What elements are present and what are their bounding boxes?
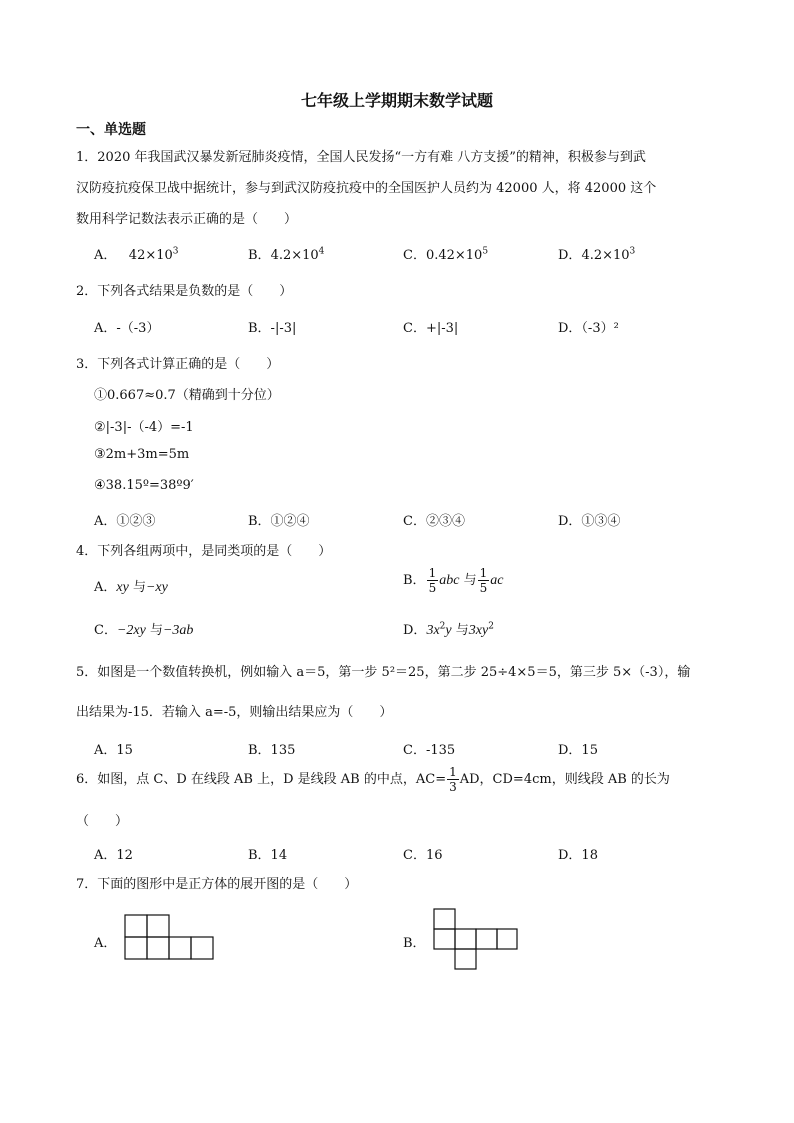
q3-item-2: ②|-3|-（-4）=-1 xyxy=(94,420,194,435)
q4-option-d: D．$3x^2y$ 与$3xy^2$ xyxy=(403,621,494,638)
q3-option-c: C．②③④ xyxy=(403,514,465,529)
q1-line-2: 汉防疫抗疫保卫战中据统计，参与到武汉防疫抗疫中的全国医护人员约为 42000 人，将 42000 这个 xyxy=(76,181,657,196)
q3-item-3: ③2m+3m=5m xyxy=(94,447,190,462)
q6-option-c: C．16 xyxy=(403,848,443,863)
q6-line-2: （ ） xyxy=(76,814,129,829)
q2-option-d: D．（-3）² xyxy=(558,321,619,336)
q7-option-b-label: B． xyxy=(403,936,426,951)
q3-item-4: ④38.15º=38º9′ xyxy=(94,478,194,493)
q7-option-b-net-figure xyxy=(433,908,519,970)
q5-line-1: 5．如图是一个数值转换机，例如输入 a＝5，第一步 5²＝25，第二步 25÷4×5＝5，第三步 5×（-3），输 xyxy=(76,665,691,680)
q1-option-b: B．$4.2\times 10^4$ xyxy=(248,246,325,263)
q6-option-d: D．18 xyxy=(558,848,598,863)
q4-option-b: B． $\frac{1}{5}$ abc 与 $\frac{1}{5}$ ac xyxy=(403,566,504,595)
q7-stem: 7．下面的图形中是正方体的展开图的是（ ） xyxy=(76,877,358,892)
q7-option-a-label: A． xyxy=(94,936,117,951)
q3-item-1: ①0.667≈0.7（精确到十分位） xyxy=(94,388,280,403)
q5-option-a: A．15 xyxy=(94,743,133,758)
q5-option-b: B．135 xyxy=(248,743,296,758)
q4-stem: 4．下列各组两项中，是同类项的是（ ） xyxy=(76,544,332,559)
q6-line-1: 6．如图，点 C、D 在线段 AB 上，D 是线段 AB 的中点，AC= $\frac{1}{3}$ AD，CD=4cm，则线段 AB 的长为 xyxy=(76,765,670,794)
fraction: $\frac{1}{3}$ xyxy=(449,765,457,794)
q1-option-d: D．$4.2\times 10^3$ xyxy=(558,246,636,263)
q7-option-a-net-figure xyxy=(124,914,216,962)
q4-option-c: C．−2xy 与−3ab xyxy=(94,623,194,638)
q3-option-a: A．①②③ xyxy=(94,514,156,529)
q3-stem: 3．下列各式计算正确的是（ ） xyxy=(76,357,280,372)
q5-line-2: 出结果为-15．若输入 a=-5，则输出结果应为（ ） xyxy=(76,705,393,720)
q5-option-c: C．-135 xyxy=(403,743,456,758)
q5-option-d: D．15 xyxy=(558,743,598,758)
q3-option-b: B．①②④ xyxy=(248,514,310,529)
q1-option-c: C．$0.42\times 10^5$ xyxy=(403,246,489,263)
page-title: 七年级上学期期末数学试题 xyxy=(300,91,493,110)
q2-option-b: B．-|-3| xyxy=(248,321,297,336)
q6-option-a: A．12 xyxy=(94,848,133,863)
q1-line-1: 1．2020 年我国武汉暴发新冠肺炎疫情，全国人民发扬“一方有难 八方支援”的精神，积极参与到武 xyxy=(76,150,646,165)
q1-option-a: A． $42\times 10^3$ xyxy=(94,246,179,263)
fraction: $\frac{1}{5}$ xyxy=(428,566,437,595)
q6-option-b: B．14 xyxy=(248,848,288,863)
q3-option-d: D．①③④ xyxy=(558,514,621,529)
q1-line-3: 数用科学记数法表示正确的是（ ） xyxy=(76,212,298,227)
q2-option-a: A．-（-3） xyxy=(94,321,160,336)
q2-option-c: C．+|-3| xyxy=(403,321,459,336)
q2-stem: 2．下列各式结果是负数的是（ ） xyxy=(76,284,293,299)
fraction: $\frac{1}{5}$ xyxy=(479,566,488,595)
section-heading: 一、单选题 xyxy=(76,122,146,138)
q4-option-a: A．xy 与−xy xyxy=(94,580,168,595)
